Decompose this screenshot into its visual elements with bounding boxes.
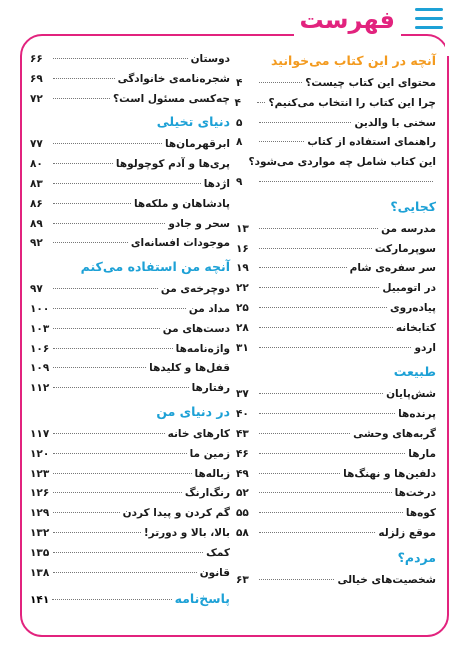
toc-entry[interactable]	[30, 465, 230, 485]
entry-page-number: ۴۰	[236, 408, 249, 421]
dot-leader	[53, 98, 110, 99]
dot-leader	[259, 141, 304, 142]
dot-leader	[53, 183, 201, 184]
dot-leader	[257, 102, 265, 103]
entry-page-number: ۴۳	[236, 427, 249, 440]
entry-title: دوچرخه‌ی من	[160, 283, 230, 296]
entry-title: پرنده‌ها	[398, 408, 436, 421]
entry-page-number: ۱۲۹	[30, 507, 50, 520]
toc-entry[interactable]	[30, 90, 230, 110]
toc-entry[interactable]	[236, 504, 436, 524]
entry-title: شجره‌نامه‌ی خانوادگی	[117, 72, 230, 85]
entry-title: سر سفره‌ی شام	[349, 262, 436, 275]
toc-entry[interactable]	[236, 153, 436, 173]
toc-entry[interactable]	[30, 135, 230, 155]
entry-title: رفتارها	[191, 382, 230, 395]
entry-page-number: ۸۳	[30, 177, 43, 190]
entry-title: گم کردن و پیدا کردن	[122, 507, 230, 520]
entry-title: چه‌کسی مسئول است؟	[113, 92, 230, 105]
entry-title: چرا این کتاب را انتخاب می‌کنیم؟	[268, 96, 436, 109]
entry-page-number: ۶۶	[30, 53, 43, 65]
entry-title: دلفین‌ها و نهنگ‌ها	[343, 467, 436, 480]
entry-title: سحر و جادو	[168, 217, 230, 230]
dot-leader	[259, 122, 351, 123]
entry-page-number: ۳۷	[236, 388, 249, 401]
entry-title: کوه‌ها	[405, 507, 436, 520]
toc-entry[interactable]	[30, 359, 230, 379]
entry-title: شخصیت‌های خیالی	[337, 573, 436, 586]
dot-leader	[259, 307, 387, 308]
entry-title: کمک	[206, 546, 230, 559]
dot-leader	[259, 532, 375, 533]
section-heading: آنچه در این کتاب می‌خوانید	[271, 53, 436, 68]
dot-leader	[259, 473, 340, 474]
entry-title: محتوای این کتاب چیست؟	[305, 77, 436, 89]
entry-page-number: ۱۳۲	[30, 526, 50, 539]
entry-title: پیاده‌روی	[390, 301, 436, 314]
answer-key-title: پاسخ‌نامه	[174, 591, 230, 607]
entry-page-number: ۱۳۸	[30, 566, 50, 579]
toc-section	[236, 52, 436, 193]
entry-title: درخت‌ها	[394, 487, 436, 500]
toc-entry[interactable]	[236, 94, 436, 114]
dot-leader	[53, 473, 192, 474]
entry-title: واژه‌نامه‌ها	[175, 342, 230, 355]
dot-leader	[259, 492, 392, 493]
toc-entry[interactable]	[236, 425, 436, 445]
dot-leader	[53, 58, 188, 59]
toc-entry[interactable]	[30, 234, 230, 254]
toc-entry[interactable]	[236, 259, 436, 279]
section-heading: دنیای تخیلی	[156, 114, 230, 130]
dot-leader	[259, 287, 379, 288]
toc-left-column	[30, 50, 230, 609]
dot-leader	[53, 308, 186, 309]
entry-title: در اتومبیل	[382, 282, 436, 295]
entry-page-number: ۲۵	[236, 301, 249, 314]
toc-entry[interactable]	[236, 339, 436, 359]
toc-section	[30, 258, 230, 399]
toc-entry[interactable]	[30, 195, 230, 215]
entry-title: ابرقهرمان‌ها	[164, 138, 230, 151]
toc-entry[interactable]	[30, 300, 230, 320]
section-heading: طبیعت	[393, 364, 436, 380]
toc-entry[interactable]	[30, 70, 230, 90]
toc-section	[236, 363, 436, 543]
entry-title: مداد من	[188, 302, 230, 315]
dot-leader	[259, 512, 403, 513]
entry-title: این کتاب شامل چه مواردی می‌شود؟	[248, 156, 436, 169]
entry-page-number: ۵۸	[236, 526, 249, 539]
toc-entry[interactable]	[236, 385, 436, 405]
entry-title: قفل‌ها و کلیدها	[149, 362, 230, 375]
toc-entry[interactable]	[236, 220, 436, 240]
entry-title: سخنی با والدین	[354, 116, 436, 129]
dot-leader	[53, 348, 173, 349]
dot-leader	[53, 512, 120, 513]
dot-leader	[53, 532, 141, 533]
entry-page-number: ۹۲	[30, 237, 43, 250]
entry-title: سوپرمارکت	[374, 242, 436, 255]
entry-page-number: ۱۳۵	[30, 546, 50, 559]
dot-leader	[259, 453, 405, 454]
hamburger-menu-icon[interactable]	[415, 8, 443, 30]
toc-entry[interactable]	[30, 544, 230, 564]
toc-entry[interactable]	[236, 484, 436, 504]
toc-entry[interactable]	[236, 465, 436, 485]
dot-leader	[53, 367, 146, 368]
entry-page-number: ۸۹	[30, 217, 43, 230]
toc-entry[interactable]	[236, 405, 436, 425]
entry-page-number: ۷۷	[30, 138, 43, 151]
dot-leader	[53, 242, 128, 243]
entry-page-number: ۵۲	[236, 487, 249, 500]
dot-leader	[259, 327, 393, 328]
toc-entry[interactable]	[30, 484, 230, 504]
toc-entry[interactable]	[30, 175, 230, 195]
entry-page-number: ۱۹	[236, 262, 249, 275]
entry-page-number: ۸	[236, 136, 243, 149]
toc-entry[interactable]	[30, 425, 230, 445]
toc-entry[interactable]	[236, 299, 436, 319]
dot-leader	[53, 143, 162, 144]
entry-title: موجودات افسانه‌ای	[130, 237, 230, 250]
toc-entry[interactable]	[236, 319, 436, 339]
entry-title: زباله‌ها	[194, 467, 230, 480]
entry-title: شش‌پایان	[386, 388, 436, 401]
entry-page-number: ۴	[236, 77, 243, 89]
entry-title: پادشاهان و ملکه‌ها	[133, 197, 230, 210]
toc-entry[interactable]	[236, 279, 436, 299]
dot-leader	[259, 228, 378, 229]
section-heading: مردم؟	[397, 549, 436, 565]
entry-title: اژدها	[203, 177, 230, 190]
toc-entry[interactable]	[236, 173, 436, 193]
entry-title: راهنمای استفاده از کتاب	[307, 136, 436, 149]
entry-page-number: ۸۰	[30, 158, 43, 171]
entry-title: دست‌های من	[162, 322, 230, 335]
dot-leader	[53, 223, 165, 224]
section-heading: آنچه من استفاده می‌کنم	[80, 259, 230, 275]
entry-title: کارهای خانه	[167, 427, 230, 440]
toc-entry[interactable]	[30, 320, 230, 340]
dot-leader	[259, 267, 347, 268]
dot-leader	[259, 248, 372, 249]
entry-page-number: ۱۰۶	[30, 342, 50, 355]
entry-page-number: ۱۶	[236, 242, 249, 255]
entry-title: رنگ‌ارنگ	[184, 487, 230, 500]
entry-page-number: ۵	[236, 116, 243, 129]
dot-leader	[53, 288, 158, 289]
dot-leader	[53, 492, 182, 493]
entry-page-number: ۹	[236, 175, 243, 188]
entry-page-number: ۱۰۰	[30, 302, 50, 315]
entry-page-number: ۴	[234, 96, 241, 109]
toc-section	[30, 403, 230, 583]
toc-entry[interactable]	[236, 240, 436, 260]
dot-leader	[259, 82, 302, 83]
toc-entry[interactable]	[30, 215, 230, 235]
entry-page-number: ۱۰۹	[30, 362, 50, 375]
dot-leader	[53, 163, 113, 164]
dot-leader	[53, 78, 115, 79]
toc-entry[interactable]	[30, 50, 230, 70]
answer-key-entry[interactable]	[30, 589, 230, 609]
entry-page-number: ۱۰۳	[30, 322, 50, 335]
entry-title: گربه‌های وحشی	[353, 427, 436, 440]
page-title: فهرست	[294, 2, 402, 38]
toc-entry[interactable]	[236, 74, 436, 94]
toc-entry[interactable]	[236, 524, 436, 544]
entry-page-number: ۱۲۳	[30, 467, 50, 480]
entry-page-number: ۹۷	[30, 283, 43, 296]
entry-title: دوستان	[190, 53, 230, 65]
entry-title: مدرسه من	[381, 222, 436, 235]
toc-entry[interactable]	[30, 445, 230, 465]
entry-page-number: ۱۱۷	[30, 427, 50, 440]
entry-title: اردو	[414, 341, 436, 354]
dot-leader	[53, 328, 160, 329]
toc-section	[30, 50, 230, 109]
entry-page-number: ۷۲	[30, 92, 43, 105]
dot-leader	[53, 387, 189, 388]
entry-page-number: ۴۹	[236, 467, 249, 480]
toc-entry[interactable]	[236, 571, 436, 591]
dot-leader	[53, 572, 197, 573]
entry-page-number: ۶۹	[30, 72, 43, 85]
entry-page-number: ۲۲	[236, 282, 249, 295]
toc-section	[236, 198, 436, 359]
entry-page-number: ۲۸	[236, 321, 249, 334]
toc-section	[30, 113, 230, 254]
answer-key-page-number: ۱۴۱	[30, 594, 50, 607]
dot-leader	[53, 453, 187, 454]
entry-title: پری‌ها و آدم کوچولوها	[115, 158, 230, 171]
entry-title: کتابخانه	[395, 321, 436, 334]
toc-right-column	[236, 50, 436, 591]
section-heading: در دنیای من	[156, 403, 230, 419]
dot-leader	[259, 347, 411, 348]
entry-page-number: ۳۱	[236, 341, 249, 354]
entry-title: زمین ما	[189, 447, 230, 460]
dot-leader	[52, 599, 171, 600]
entry-title: بالا، بالا و دورتر!	[143, 526, 230, 539]
dot-leader	[53, 552, 203, 553]
toc-entry[interactable]	[30, 340, 230, 360]
dot-leader	[259, 579, 334, 580]
toc-entry[interactable]	[30, 524, 230, 544]
dot-leader	[259, 181, 433, 182]
entry-title: موقع زلزله	[378, 526, 436, 539]
dot-leader	[53, 433, 165, 434]
toc-entry[interactable]	[236, 445, 436, 465]
toc-entry[interactable]	[30, 379, 230, 399]
entry-page-number: ۱۲۰	[30, 447, 50, 460]
dot-leader	[53, 203, 131, 204]
toc-section	[236, 549, 436, 591]
entry-page-number: ۵۵	[236, 507, 249, 520]
section-heading: کجایی؟	[390, 198, 436, 214]
entry-page-number: ۱۱۲	[30, 382, 50, 395]
dot-leader	[259, 413, 395, 414]
toc-entry[interactable]	[30, 564, 230, 584]
entry-page-number: ۶۳	[236, 573, 249, 586]
toc-entry[interactable]	[236, 114, 436, 134]
toc-entry[interactable]	[236, 133, 436, 153]
entry-page-number: ۱۳	[236, 222, 249, 235]
dot-leader	[259, 433, 350, 434]
entry-page-number: ۱۲۶	[30, 487, 50, 500]
entry-page-number: ۴۶	[236, 447, 249, 460]
toc-entry[interactable]	[30, 504, 230, 524]
entry-title: مارها	[408, 447, 436, 460]
toc-entry[interactable]	[30, 155, 230, 175]
entry-page-number: ۸۶	[30, 197, 43, 210]
toc-entry[interactable]	[30, 280, 230, 300]
dot-leader	[259, 393, 383, 394]
entry-title: قانون	[199, 566, 230, 579]
